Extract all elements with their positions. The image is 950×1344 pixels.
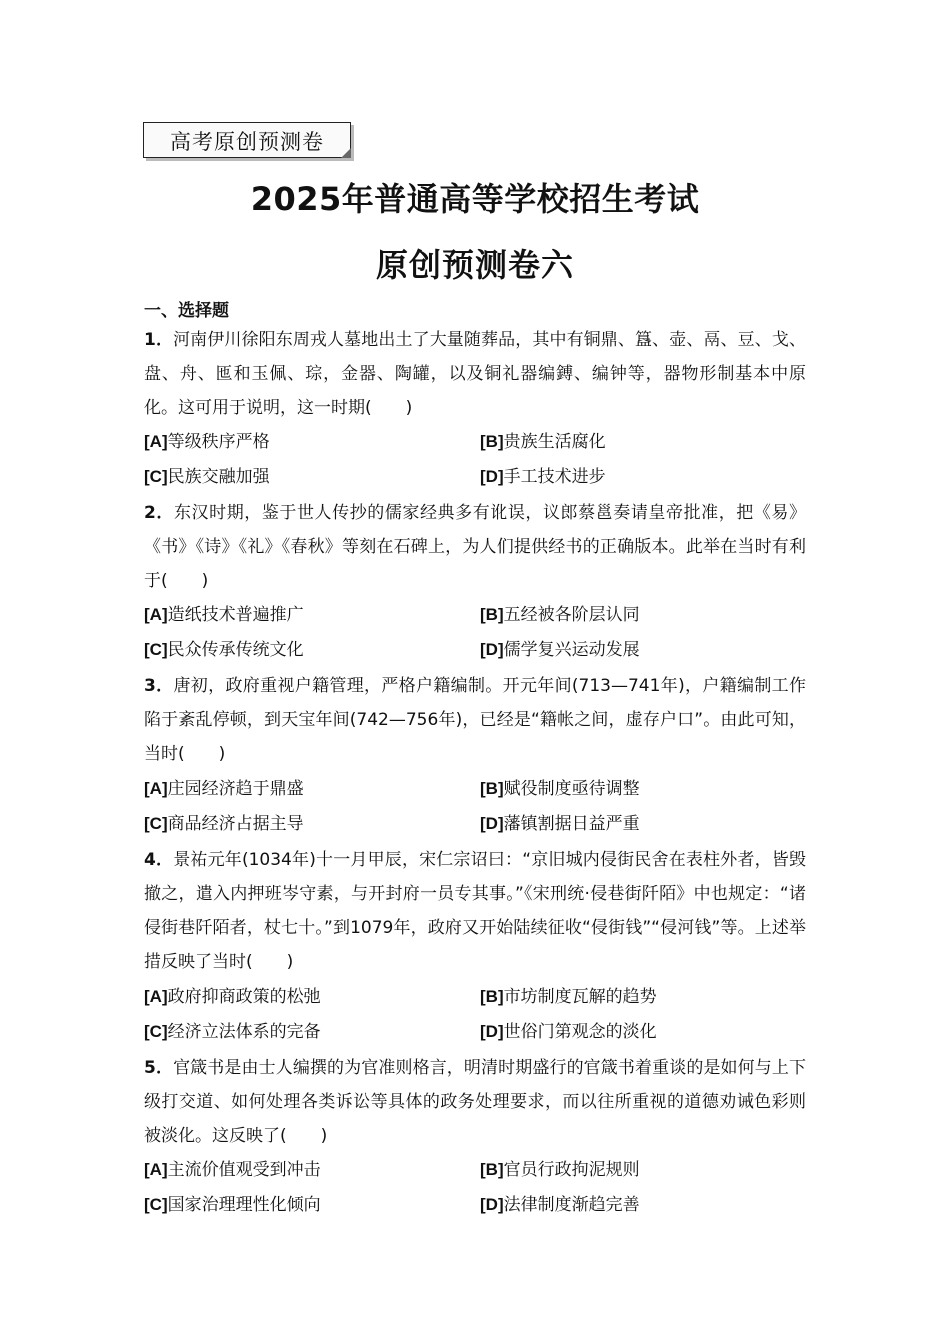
option-label: [C] — [144, 640, 168, 659]
option-1a[interactable] — [144, 425, 270, 459]
section-heading: 一、选择题 — [144, 301, 229, 321]
question-text: 唐初，政府重视户籍管理，严格户籍编制。开元年间(713—741年)，户籍编制工作陷于紊乱停顿，到天宝年间(742—756年)，已经是“籍帐之间，虚存户口”。由此可知，当时( ) — [144, 676, 806, 764]
option-label: [C] — [144, 467, 168, 486]
option-text: 赋役制度亟待调整 — [503, 779, 640, 799]
option-text: 法律制度渐趋完善 — [503, 1195, 640, 1215]
question-1 — [144, 323, 806, 425]
option-2b[interactable] — [480, 598, 640, 632]
option-label: [D] — [480, 1022, 504, 1041]
option-1d[interactable] — [480, 460, 606, 494]
question-5 — [144, 1051, 806, 1153]
question-3 — [144, 669, 806, 771]
option-label: [D] — [480, 640, 504, 659]
question-2 — [144, 496, 806, 598]
exam-subtitle: 原创预测卷六 — [375, 246, 574, 284]
option-label: [A] — [144, 605, 168, 624]
option-text: 贵族生活腐化 — [503, 432, 606, 452]
option-text: 等级秩序严格 — [167, 432, 270, 452]
question-number: 3． — [144, 676, 174, 696]
option-3c[interactable] — [144, 807, 304, 841]
option-text: 造纸技术普遍推广 — [167, 605, 304, 625]
option-text: 经济立法体系的完备 — [167, 1022, 321, 1042]
option-label: [B] — [480, 1160, 504, 1179]
question-4 — [144, 843, 806, 979]
option-label: [A] — [144, 432, 168, 451]
question-text: 河南伊川徐阳东周戎人墓地出土了大量随葬品，其中有铜鼎、簋、壶、鬲、豆、戈、盘、舟、匜和玉佩、琮，金器、陶罐，以及铜礼器编鎛、编钟等，器物形制基本中原化。这可用于说明，这一时期( ) — [144, 330, 806, 418]
question-number: 5． — [144, 1058, 174, 1078]
option-3a[interactable] — [144, 772, 304, 806]
option-4c[interactable] — [144, 1015, 321, 1049]
option-5d[interactable] — [480, 1188, 640, 1222]
option-label: [C] — [144, 1195, 168, 1214]
option-2a[interactable] — [144, 598, 304, 632]
option-1b[interactable] — [480, 425, 606, 459]
option-3d[interactable] — [480, 807, 640, 841]
option-label: [B] — [480, 432, 504, 451]
question-number: 2． — [144, 503, 174, 523]
exam-title: 2025年普通高等学校招生考试 — [250, 180, 700, 218]
option-5a[interactable] — [144, 1153, 321, 1187]
option-text: 庄园经济趋于鼎盛 — [167, 779, 304, 799]
option-label: [B] — [480, 605, 504, 624]
option-text: 商品经济占据主导 — [167, 814, 304, 834]
option-text: 世俗门第观念的淡化 — [503, 1022, 657, 1042]
option-4a[interactable] — [144, 980, 321, 1014]
exam-badge — [143, 122, 351, 158]
option-label: [B] — [480, 987, 504, 1006]
option-label: [A] — [144, 1160, 168, 1179]
option-2c[interactable] — [144, 633, 304, 667]
option-5c[interactable] — [144, 1188, 321, 1222]
option-text: 主流价值观受到冲击 — [167, 1160, 321, 1180]
option-label: [A] — [144, 987, 168, 1006]
option-label: [D] — [480, 814, 504, 833]
option-label: [B] — [480, 779, 504, 798]
badge-label: 高考原创预测卷 — [170, 130, 324, 154]
option-text: 儒学复兴运动发展 — [503, 640, 640, 660]
option-3b[interactable] — [480, 772, 640, 806]
option-5b[interactable] — [480, 1153, 640, 1187]
question-text: 景祐元年(1034年)十一月甲辰，宋仁宗诏曰：“京旧城内侵街民舍在表柱外者，皆毁撤之，遣入内押班岑守素，与开封府一员专其事。”《宋刑统·侵巷街阡陌》中也规定：“诸侵街巷阡陌者，杖七十。”到1079年，政府又开始陆续征收“侵街钱”“侵河钱”等。上述举措反映了当时( ) — [144, 850, 806, 972]
option-text: 手工技术进步 — [503, 467, 606, 487]
option-label: [A] — [144, 779, 168, 798]
option-text: 藩镇割据日益严重 — [503, 814, 640, 834]
question-number: 1． — [144, 330, 174, 350]
option-text: 民族交融加强 — [167, 467, 270, 487]
option-text: 国家治理理性化倾向 — [167, 1195, 321, 1215]
question-number: 4． — [144, 850, 174, 870]
option-label: [C] — [144, 1022, 168, 1041]
option-1c[interactable] — [144, 460, 270, 494]
option-label: [D] — [480, 1195, 504, 1214]
option-2d[interactable] — [480, 633, 640, 667]
question-text: 东汉时期，鉴于世人传抄的儒家经典多有讹误，议郎蔡邕奏请皇帝批准，把《易》《书》《诗》《礼》《春秋》等刻在石碑上，为人们提供经书的正确版本。此举在当时有利于( ) — [144, 503, 806, 591]
option-text: 五经被各阶层认同 — [503, 605, 640, 625]
question-text: 官箴书是由士人编撰的为官准则格言，明清时期盛行的官箴书着重谈的是如何与上下级打交道、如何处理各类诉讼等具体的政务处理要求，而以往所重视的道德劝诫色彩则被淡化。这反映了( ) — [144, 1058, 806, 1146]
option-4d[interactable] — [480, 1015, 657, 1049]
option-text: 政府抑商政策的松弛 — [167, 987, 321, 1007]
option-text: 官员行政拘泥规则 — [503, 1160, 640, 1180]
option-4b[interactable] — [480, 980, 657, 1014]
option-text: 市坊制度瓦解的趋势 — [503, 987, 657, 1007]
badge-corner-fold — [341, 148, 351, 158]
option-label: [D] — [480, 467, 504, 486]
option-text: 民众传承传统文化 — [167, 640, 304, 660]
option-label: [C] — [144, 814, 168, 833]
